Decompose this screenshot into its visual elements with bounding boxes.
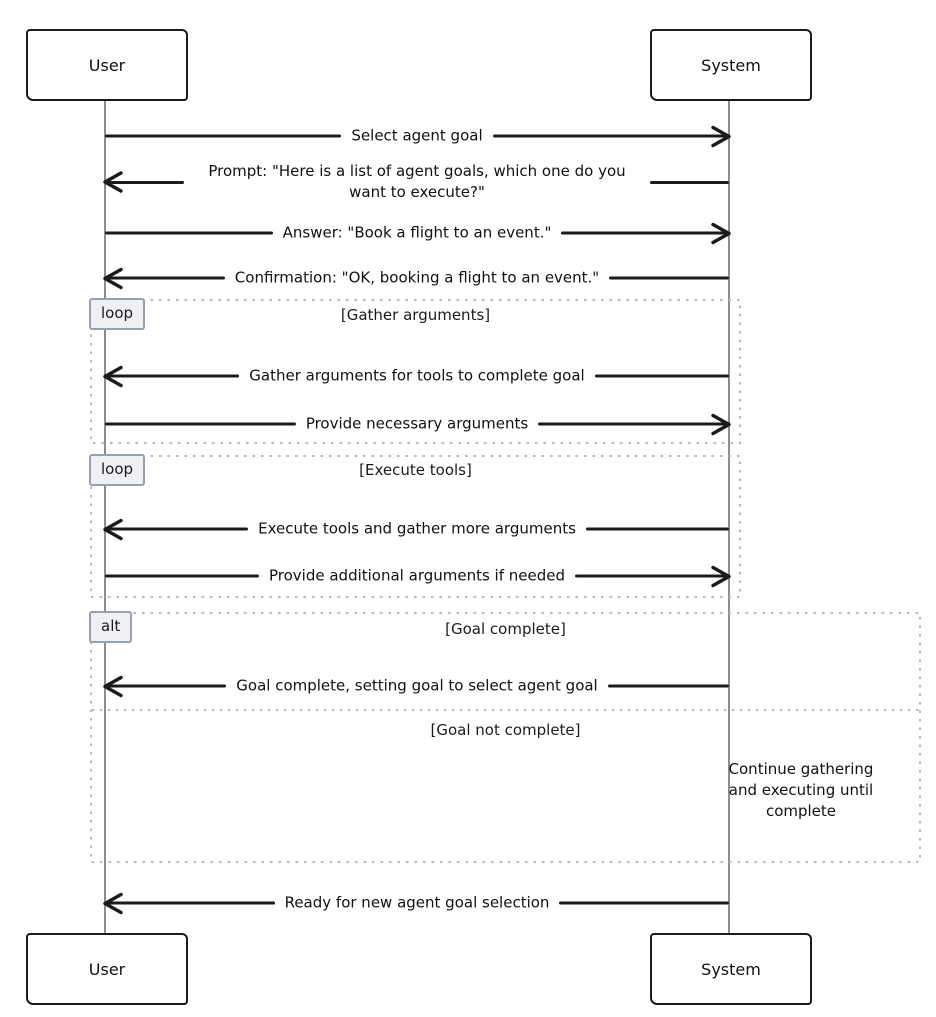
message-ready-for-new-goal [105,893,729,914]
alt-else-condition: [Goal not complete] [430,721,581,739]
message-prompt-goals [105,161,729,203]
message-line [493,135,729,138]
arrowhead-right-icon [708,564,732,588]
message-confirmation [105,268,729,289]
message-label: Goal complete, setting goal to select agent goal [226,676,607,697]
message-answer-book-flight [105,223,729,244]
message-label: Prompt: "Here is a list of agent goals, which one do you want to execute?" [184,161,650,203]
message-select-agent-goal [105,126,729,147]
message-line [105,423,296,426]
message-gather-arguments [105,366,729,387]
message-line [561,232,729,235]
actor-box-system-top [650,29,812,101]
message-label: Confirmation: "OK, booking a flight to an event." [225,268,609,289]
arrowhead-right-icon [708,412,732,436]
message-execute-tools [105,519,729,540]
message-line [105,232,273,235]
message-line [609,277,729,280]
arrowhead-left-icon [102,891,126,915]
message-line [538,423,729,426]
message-label: Select agent goal [341,126,492,147]
loop-label: loop [89,454,145,486]
arrowhead-left-icon [102,364,126,388]
alt-label: alt [89,611,132,643]
message-line [650,181,729,184]
actor-label: User [88,55,126,75]
actor-label: System [701,55,761,75]
message-line [559,902,729,905]
message-label: Provide additional arguments if needed [259,566,575,587]
arrowhead-left-icon [102,266,126,290]
message-line [105,528,248,531]
arrowhead-left-icon [102,517,126,541]
loop-condition: [Execute tools] [359,461,472,479]
alt-frame [90,612,921,863]
arrowhead-left-icon [102,170,126,194]
message-line [575,575,729,578]
message-label: Answer: "Book a flight to an event." [273,223,562,244]
loop-condition: [Gather arguments] [340,306,491,324]
actor-box-user-bottom [26,933,188,1005]
message-line [595,375,729,378]
actor-box-system-bottom [650,933,812,1005]
message-label: Provide necessary arguments [296,414,538,435]
arrowhead-right-icon [708,221,732,245]
message-provide-additional-arguments [105,566,729,587]
alt-condition: [Goal complete] [445,620,566,638]
message-line [608,685,729,688]
arrowhead-right-icon [708,124,732,148]
alt-divider [92,709,919,711]
message-goal-complete [105,676,729,697]
message-provide-necessary-arguments [105,414,729,435]
message-label: Execute tools and gather more arguments [248,519,586,540]
actor-label: User [88,959,126,979]
message-line [105,575,259,578]
note-continue-gathering: Continue gathering and executing until complete [728,760,874,820]
actor-box-user-top [26,29,188,101]
message-label: Ready for new agent goal selection [275,893,560,914]
arrowhead-left-icon [102,674,126,698]
message-line [105,135,341,138]
message-label: Gather arguments for tools to complete goal [239,366,594,387]
loop-label: loop [89,298,145,330]
actor-label: System [701,959,761,979]
message-line [105,902,275,905]
message-line [586,528,729,531]
